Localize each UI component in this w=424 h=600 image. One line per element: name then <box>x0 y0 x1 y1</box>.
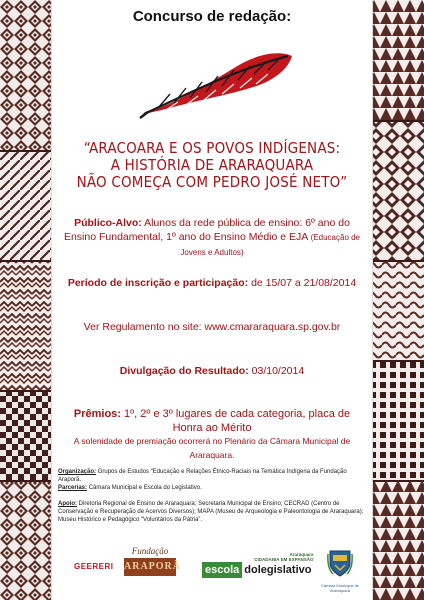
feather-illustration <box>138 44 298 120</box>
camara-coat-of-arms <box>320 548 360 593</box>
contest-theme <box>52 140 372 191</box>
geereri-logo: GEERERI <box>74 562 114 571</box>
audience-label: Público-Alvo: <box>74 217 142 229</box>
results-block <box>60 364 364 378</box>
theme-line-3: NÃO COMEÇA COM PEDRO JOSÉ NETO” <box>76 173 348 191</box>
period-label: Período de inscrição e participação: <box>67 277 249 289</box>
period-text: de 15/07 a 21/08/2014 <box>251 277 357 289</box>
content-panel <box>52 0 372 600</box>
coat-of-arms-caption: Câmara Municipal de Araraquara <box>321 583 359 593</box>
audience-block <box>60 216 364 260</box>
audience-text: Alunos da rede pública de ensino: 6º ano do Ensino Fundamental, 1º ano do Ensino Médio e EJA <box>63 217 350 243</box>
partners-text: Câmara Municipal e Escola do Legislativo. <box>88 485 202 491</box>
credits-organization <box>58 468 368 484</box>
theme-line-1: “ARACOARA E OS POVOS INDÍGENAS: <box>83 139 341 157</box>
legislativo-text: dolegislativo <box>244 564 312 576</box>
sponsor-logos <box>52 544 372 594</box>
audience-note: (Educação de Jovens e Adultos) <box>180 233 361 257</box>
escola-sub-text: CIDADANIA EM EXPANSÃO <box>254 557 314 562</box>
results-label: Divulgação do Resultado: <box>119 365 249 377</box>
theme-line-2: A HISTÓRIA DE ARARAQUARA <box>110 156 314 174</box>
prizes-text: 1º, 2º e 3º lugares de cada categoria, placa de Honra ao Mérito <box>124 408 351 434</box>
fundacao-text: Fundação <box>131 546 169 556</box>
escola-text: escola <box>202 562 242 578</box>
support-text: Diretoria Regional de Ensino de Araraquara; Secretaria Municipal de Ensino; CECRAD (Centro de Conservação e Recuperação de Acervos Diversos); MAPA (Museu de Arqueologia e Paleontologia de Araraquara); Museu Histórico e Pedagógico “Voluntários da Pátria”. <box>58 501 364 523</box>
results-date: 03/10/2014 <box>251 365 305 377</box>
prizes-label: Prêmios: <box>73 408 121 420</box>
prizes-block <box>60 407 364 435</box>
right-tribal-pattern <box>368 0 424 600</box>
credits-support <box>58 500 368 524</box>
credits-partners <box>58 484 368 492</box>
organization-label: Organização: <box>58 469 97 475</box>
partners-label: Parcerias: <box>58 485 88 491</box>
escola-top-text: Araraquara <box>289 552 314 557</box>
left-tribal-pattern <box>0 0 56 600</box>
period-block <box>60 276 364 290</box>
rules-block <box>60 320 364 334</box>
organization-text: Grupos de Estudos “Educação e Relações Étnico-Raciais na Temática Indígena da Fundação Araporã. <box>58 469 347 483</box>
coat-of-arms-icon <box>327 548 353 578</box>
rules-label: Ver Regulamento no site: <box>83 321 202 333</box>
escola-legislativo-logo <box>202 552 314 578</box>
arapora-text: ARAPORÃ <box>124 558 176 576</box>
support-label: Apoio: <box>58 501 77 507</box>
page-title: Concurso de redação: <box>132 8 292 25</box>
rules-url-link[interactable]: www.cmararaquara.sp.gov.br <box>204 321 341 333</box>
ceremony-note: A solenidade de premiação ocorrerá no Plenário da Câmara Municipal de Araraquara. <box>73 436 351 460</box>
fundacao-arapora-logo <box>122 546 181 590</box>
